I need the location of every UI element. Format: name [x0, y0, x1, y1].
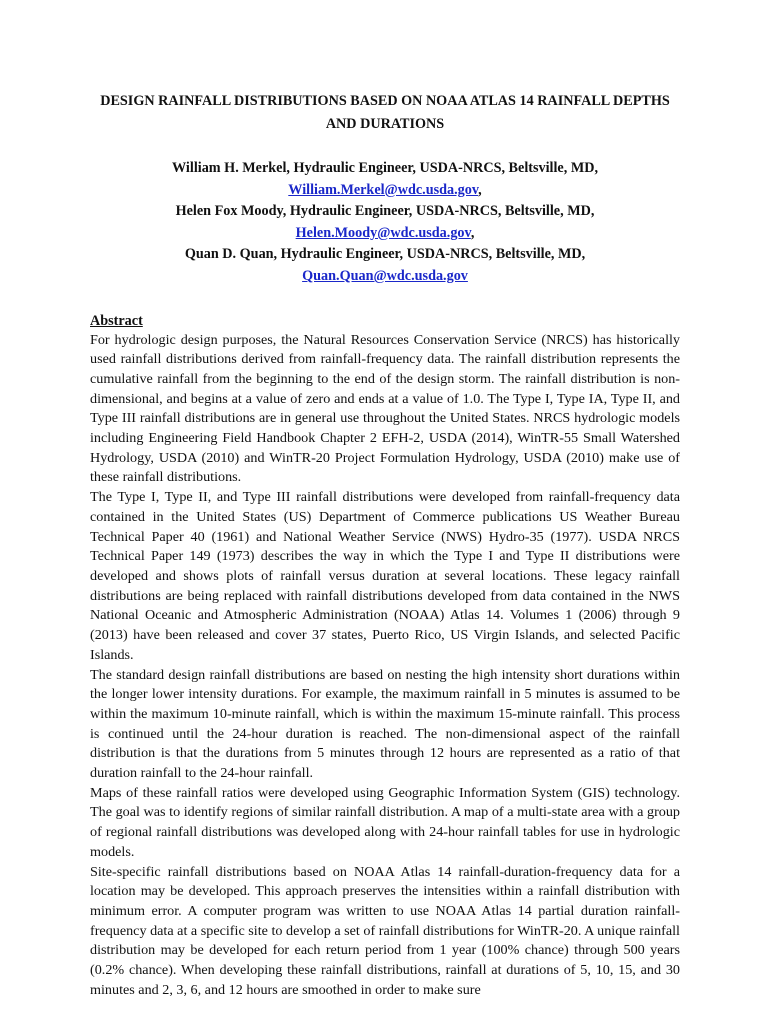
author-1-affiliation: William H. Merkel, Hydraulic Engineer, USDA-NRCS, Beltsville, MD, — [172, 160, 598, 176]
author-2-email-line — [90, 223, 680, 245]
abstract-paragraph-4: Maps of these rainfall ratios were developed using Geographic Information System (GIS) technology. The goal was to identify regions of similar rainfall distribution. A map of a multi-state area with a group of regional rainfall distributions was developed along with 24-hour rainfall tables for use in hydrologic models. — [90, 784, 680, 860]
abstract-paragraph-3: The standard design rainfall distributions are based on nesting the high intensity short durations within the longer lower intensity durations. For example, the maximum rainfall in 5 minutes is assumed to be within the maximum 10-minute rainfall, which is within the maximum 15-minute rainfall. This process is continued until the 24-hour duration is reached. The non-dimensional aspect of the rainfall distribution is that the durations from 5 minutes through 12 hours are represented as a ratio of that duration rainfall to the 24-hour rainfall. — [90, 666, 680, 782]
author-3-email-line — [90, 266, 680, 288]
abstract-paragraph-5: Site-specific rainfall distributions based on NOAA Atlas 14 rainfall-duration-frequency data for a location may be developed. This approach preserves the intensities within a rainfall distribution with minimum error. A computer program was written to use NOAA Atlas 14 partial duration rainfall-frequency data at a specific site to develop a set of rainfall distributions for WinTR-20. A unique rainfall distribution may be developed for each return period from 1 year (100% chance) through 500 years (0.2% chance). When developing these rainfall distributions, rainfall at durations of 5, 10, 15, and 30 minutes and 2, 3, 6, and 12 hours are smoothed in order to make sure — [90, 863, 680, 998]
abstract-heading: Abstract — [90, 312, 143, 329]
abstract-paragraph-1: For hydrologic design purposes, the Natural Resources Conservation Service (NRCS) has historically used rainfall distributions derived from rainfall-frequency data. The rainfall distribution represents the cumulative rainfall from the beginning to the end of the design storm. The rainfall distribution is non-dimensional, and begins at a value of zero and ends at a value of 1.0. The Type I, Type IA, Type II, and Type III rainfall distributions are in general use throughout the United States. NRCS hydrologic models including Engineering Field Handbook Chapter 2 EFH-2, USDA (2014), WinTR-55 Small Watershed Hydrology, USDA (2010) and WinTR-20 Project Formulation Hydrology, USDA (2010) make use of these rainfall distributions. — [90, 331, 680, 486]
author-1-email-suffix: , — [478, 181, 482, 198]
author-3-affiliation: Quan D. Quan, Hydraulic Engineer, USDA-NRCS, Beltsville, MD, — [184, 246, 586, 263]
author-block — [90, 158, 680, 288]
author-3-email-link[interactable]: Quan.Quan@wdc.usda.gov — [302, 267, 468, 284]
author-2-email-link[interactable]: Helen.Moody@wdc.usda.gov — [295, 224, 471, 241]
abstract-paragraph-2: The Type I, Type II, and Type III rainfall distributions were developed from rainfall-frequency data contained in the United States (US) Department of Commerce publications US Weather Bureau Technical Paper 40 (1961) and National Weather Service (NWS) Hydro-35 (1977). USDA NRCS Technical Paper 149 (1973) describes the way in which the Type I and Type II distributions were developed and shows plots of rainfall versus duration at several locations. These legacy rainfall distributions are being replaced with rainfall distributions developed from data contained in the NWS National Oceanic and Atmospheric Administration (NOAA) Atlas 14. Volumes 1 (2006) through 9 (2013) have been released and cover 37 states, Puerto Rico, US Virgin Islands, and selected Pacific Islands. — [90, 489, 680, 663]
document-page — [90, 90, 680, 1000]
author-2-affiliation: Helen Fox Moody, Hydraulic Engineer, USDA-NRCS, Beltsville, MD, — [175, 203, 595, 220]
author-1-email-line — [90, 180, 680, 202]
paper-title: DESIGN RAINFALL DISTRIBUTIONS BASED ON NOAA ATLAS 14 RAINFALL DEPTHS AND DURATIONS — [100, 93, 670, 132]
author-1-email-link[interactable]: William.Merkel@wdc.usda.gov — [288, 181, 479, 198]
author-2-email-suffix: , — [470, 224, 475, 241]
